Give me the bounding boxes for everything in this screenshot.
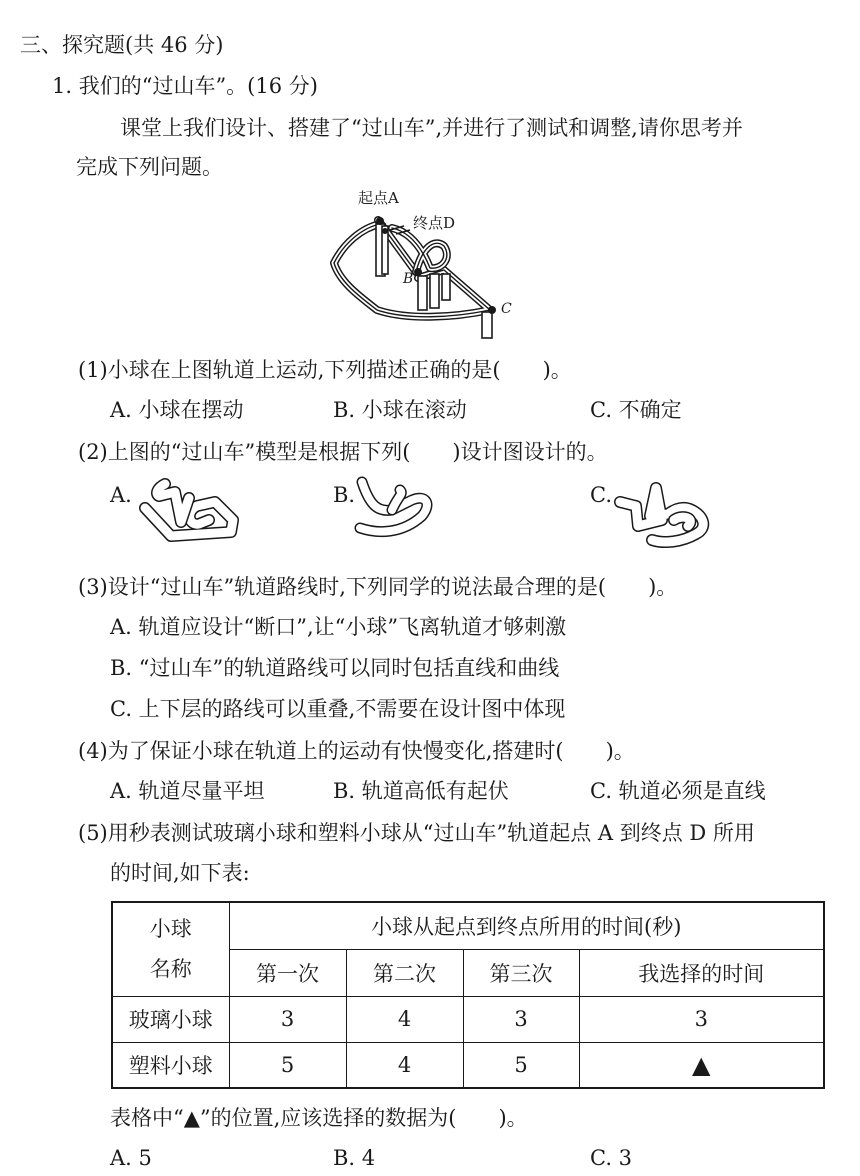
q4-option-b[interactable]: B. 轨道高低有起伏 [333,779,509,803]
design-a-diagram [135,476,245,566]
design-b-diagram [352,476,442,546]
q5-option-a[interactable]: A. 5 [110,1146,152,1170]
q2-option-c[interactable]: C. [590,483,612,507]
cell-value: 5 [463,1042,579,1088]
name-header-cell [112,902,229,996]
cell-value: 3 [463,996,579,1042]
cell-value: 4 [346,996,463,1042]
cell-value: 5 [229,1042,346,1088]
q4-option-c[interactable]: C. 轨道必须是直线 [590,779,766,803]
q1-option-b[interactable]: B. 小球在滚动 [333,398,467,422]
row-name: 塑料小球 [112,1042,229,1088]
q5-stem-line-2: 的时间,如下表: [110,861,250,885]
q2-stem: (2)上图的“过山车”模型是根据下列( )设计图设计的。 [78,440,608,464]
q2-option-a[interactable]: A. [110,483,132,507]
section-title: 三、探究题(共 46 分) [20,33,224,57]
q1-option-a[interactable]: A. 小球在摆动 [110,398,244,422]
q5-option-b[interactable]: B. 4 [333,1146,376,1170]
table-row [112,996,824,1042]
subheader-first: 第一次 [229,949,346,996]
time-header: 小球从起点到终点所用的时间(秒) [229,902,824,949]
table-header-row [112,902,824,949]
label-b: B [403,271,414,287]
q5-after-text: 表格中“▲”的位置,应该选择的数据为( )。 [110,1106,528,1130]
triangle-marker-cell: ▲ [579,1042,824,1088]
cell-value: 3 [229,996,346,1042]
name-header-line-2: 名称 [149,957,192,982]
q5-stem-line-1: (5)用秒表测试玻璃小球和塑料小球从“过山车”轨道起点 A 到终点 D 所用 [78,821,755,845]
label-start-a: 起点A [358,189,399,207]
q2-option-b[interactable]: B. [333,483,356,507]
subheader-third: 第三次 [463,949,579,996]
cell-value: 4 [346,1042,463,1088]
row-name: 玻璃小球 [112,996,229,1042]
q3-option-a[interactable]: A. 轨道应设计“断口”,让“小球”飞离轨道才够刺激 [110,615,567,639]
intro-line-1: 课堂上我们设计、搭建了“过山车”,并进行了测试和调整,请你思考并 [120,116,743,140]
q5-option-c[interactable]: C. 3 [590,1146,633,1170]
cell-value: 3 [579,996,824,1042]
q1-option-c[interactable]: C. 不确定 [590,398,682,422]
table-row [112,1042,824,1088]
subheader-chosen: 我选择的时间 [579,949,824,996]
label-c: C [501,301,512,317]
q1-stem: (1)小球在上图轨道上运动,下列描述正确的是( )。 [78,358,572,382]
design-c-diagram [612,476,722,556]
timing-table [111,901,825,1089]
q4-stem: (4)为了保证小球在轨道上的运动有快慢变化,搭建时( )。 [78,739,635,763]
roller-coaster-figure [322,188,518,348]
q3-option-c[interactable]: C. 上下层的路线可以重叠,不需要在设计图中体现 [110,697,566,721]
name-header-line-1: 小球 [149,917,192,942]
q3-stem: (3)设计“过山车”轨道路线时,下列同学的说法最合理的是( )。 [78,575,678,599]
q4-option-a[interactable]: A. 轨道尽量平坦 [110,779,265,803]
label-end-d: 终点D [413,214,456,232]
q3-option-b[interactable]: B. “过山车”的轨道路线可以同时包括直线和曲线 [110,656,560,680]
subheader-second: 第二次 [346,949,463,996]
question-heading: 1. 我们的“过山车”。(16 分) [52,74,318,98]
intro-line-2: 完成下列问题。 [76,155,223,179]
